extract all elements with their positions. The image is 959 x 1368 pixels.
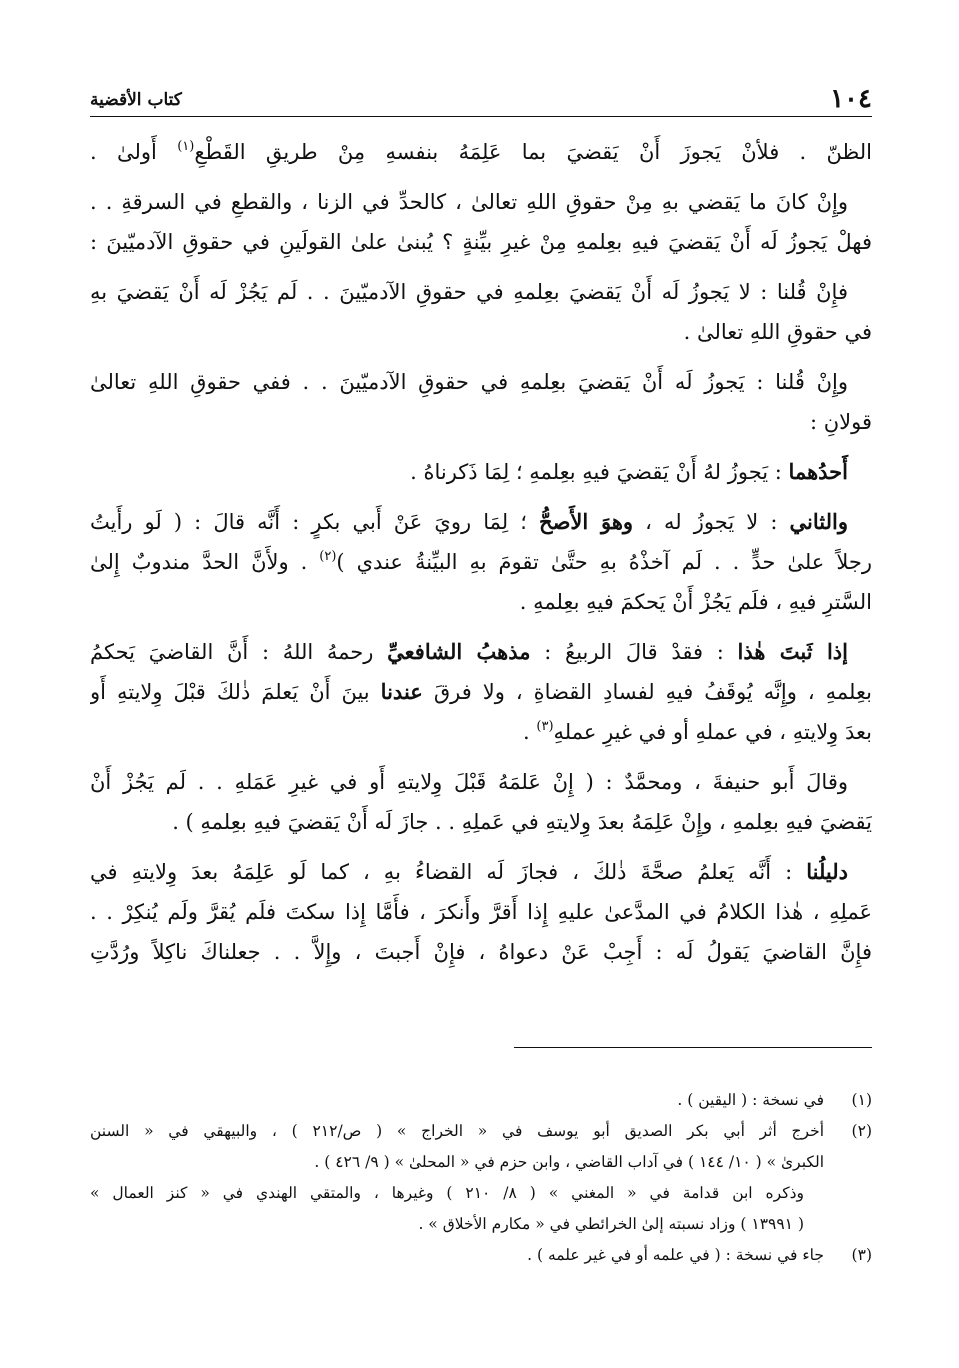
text-line: الظنّ . فلأنْ يَجوزَ أَنْ يَقضيَ بما عَلِمَهُ بنفسهِ مِنْ طريقِ القَطْعِ$^{(١)}$ أَولىٰ . [90,139,872,164]
text-line: بعدَ وِلايتهِ ، في عملهِ أو في غيرِ عملهِ$^{(٣)}$ . [523,719,872,744]
text-line: فإِنْ قُلنا : لا يَجوزُ لَه أَنْ يَقضيَ بعِلمهِ في حقوقِ الآدميّينَ . . لَم يَجُزْ لَه أَنْ يَقضيَ بهِ [90,280,848,304]
text-line: في حقوقِ اللهِ تعالىٰ . [683,320,872,344]
text-line: إذا ثَبتَ هٰذا : فقدْ قالَ الربيعُ : مذهبُ الشافعيِّ رحمهُ اللهُ : أَنَّ القاضيَ يَحكمُ [90,639,848,664]
footnote-1: (١) في نسخة : ( اليقين ) . [90,1085,872,1116]
text-line: فإِنَّ القاضيَ يَقولُ لَه : أَجِبْ عَنْ دعواهُ ، فإِنْ أَجبتَ ، وإِلاَّ . . جعلناكَ ناكِلاً ورُدَّتِ [90,940,872,964]
text-line: دليلُنا : أَنَّه يَعلمُ صحَّةَ ذٰلكَ ، فجازَ لَه القضاءُ بهِ ، كما لَو عَلِمَهُ بعدَ وِلايتهِ في [90,859,848,884]
text-line: وقالَ أَبو حنيفةَ ، ومحمَّدٌ : ( إِنْ عَلمَهُ قَبْلَ وِلايتهِ أَو في غيرِ عَمَلهِ . . لَم يَجُزْ أَنْ [90,770,848,794]
text-line: وإِنْ كانَ ما يَقضي بهِ مِنْ حقوقِ اللهِ تعالىٰ ، كالحدِّ في الزنا ، والقطعِ في السرقةِ . . [90,190,848,214]
text-line: بعِلمهِ ، وإِنَّه يُوقَفُ فيهِ لفسادِ القضاةِ ، ولا فرقَ عندنا بينَ أَنْ يَعلمَ ذٰلكَ قبْلَ وِلايتهِ أَو [90,679,872,704]
main-text [90,132,872,972]
footnote-2-continued: وذكره ابن قدامة في « المغني » ( ٨/ ٢١٠ ) وغيرها ، والمتقي الهندي في « كنز العمال » ( ١٣٩٩١ ) وزاد نسبته إلىٰ الخرائطي في « مكارم الأخلاق » . [90,1184,804,1233]
page-header [90,82,872,117]
footnotes [90,1085,872,1271]
text-line: وإِنْ قُلنا : يَجوزُ لَه أَنْ يَقضيَ بعِلمهِ في حقوقِ الآدميّينَ . . ففي حقوقِ اللهِ تعالىٰ [90,370,848,394]
footnote-number: (٢) [851,1122,872,1140]
page-number: ١٠٤ [830,84,872,114]
footnote-ref[interactable]: (١) [177,139,195,154]
text-line: أَحدُهما : يَجوزُ لهُ أَنْ يَقضيَ فيهِ بعِلمهِ ؛ لِمَا ذَكرناهُ . [410,459,848,484]
footnote-number: (١) [851,1091,872,1109]
footnote-number: (٣) [851,1246,872,1264]
text-line: يَقضيَ فيهِ بعِلمهِ ، وإِنْ عَلِمَهُ بعدَ وِلايتهِ في عَملِهِ . . جازَ لَه أَنْ يَقضيَ فيهِ بعِلمهِ ) . [172,810,872,834]
footnote-divider [514,1047,872,1048]
text-line: السَّترِ فيهِ ، فلَم يَجُزْ أَنْ يَحكمَ فيهِ بعِلمهِ . [519,590,872,614]
text-line: فهلْ يَجوزُ لَه أَنْ يَقضيَ فيهِ بعِلمهِ مِنْ غيرِ بيِّنةٍ ؟ يُبنىٰ علىٰ القولَينِ في حقوقِ الآدميّينَ : [90,230,872,254]
text-line: قولانِ : [809,410,872,434]
text-line: رجلاً علىٰ حدٍّ . . لَم آخذْهُ بهِ حتَّىٰ تقومَ بهِ البيِّنةُ عندي )$^{(٢)}$ . ولأَنَّ الحدَّ مندوبٌ إِلىٰ [90,549,872,574]
footnote-ref[interactable]: (٣) [536,719,554,734]
footnote-ref[interactable]: (٢) [319,549,337,564]
text-line: عَملِهِ ، هٰذا الكلامُ في المدَّعىٰ عليهِ إِذا أَقرَّ وأَنكرَ ، فأَمَّا إِذا سكتَ فلَم يُقرَّ ولَم يُنكِرْ . . [90,900,872,924]
book-title: كتاب الأقضية [90,90,182,110]
footnote-3: (٣) جاء في نسخة : ( في علمه أو في غير علمه ) . [90,1240,872,1271]
footnote-2: (٢) أخرج أثر أبي بكر الصديق أبو يوسف في « الخراج » ( ص/٢١٢ ) ، والبيهقي في « السنن الكبرىٰ » ( ١٠/ ١٤٤ ) في آداب القاضي ، وابن حزم في « المحلىٰ » ( ٩/ ٤٢٦ ) . [90,1116,872,1178]
text-line: والثاني : لا يَجوزُ له ، وهوَ الأَصحُّ ؛ لِمَا رويَ عَنْ أَبي بكرٍ : أَنَّه قالَ : ( لَو رأَيتُ [90,509,848,534]
book-page [90,0,872,1368]
